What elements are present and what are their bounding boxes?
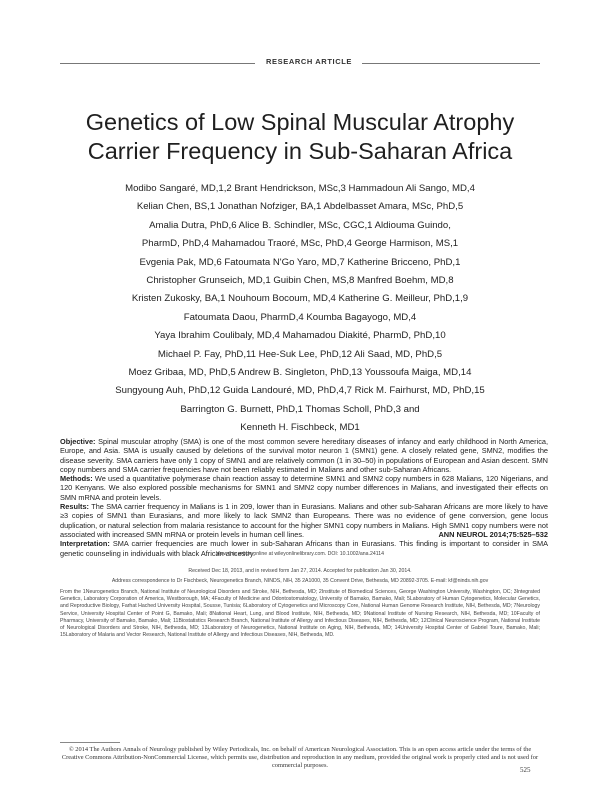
author-line: Michael P. Fay, PhD,11 Hee-Suk Lee, PhD,12 Ali Saad, MD, PhD,5 (157, 348, 443, 360)
objective-label: Objective: (60, 437, 96, 446)
header-rule-right (362, 63, 540, 64)
author-line: Kelian Chen, BS,1 Jonathan Nofziger, BA,1 Abdelbasset Amara, MSc, PhD,5 (136, 201, 464, 213)
interpretation-label: Interpretation: (60, 539, 110, 549)
author-line: Evgenia Pak, MD,6 Fatoumata N'Go Yaro, MD,7 Katherine Bricceno, PhD,1 (139, 256, 461, 268)
title-line-2: Carrier Frequency in Sub-Saharan Africa (87, 138, 513, 164)
header-rule-left (60, 63, 255, 64)
correspondence-address: Address correspondence to Dr Fischbeck, Neurogenetics Branch, NINDS, NIH, 35 2A1000, 35 Convent Drive, Bethesda, MD 20892-3705. E-mail: kf@ninds.nih.gov (111, 578, 489, 584)
author-line: Barrington G. Burnett, PhD,1 Thomas Scholl, PhD,3 and (180, 403, 420, 415)
footer-rule (60, 742, 120, 743)
author-line: Kenneth H. Fischbeck, MD1 (240, 422, 360, 434)
received-dates: Received Dec 18, 2013, and in revised form Jan 27, 2014. Accepted for publication Jan 30, 2014. (188, 568, 412, 574)
author-line: Sungyoung Auh, PhD,12 Guida Landouré, MD, PhD,4,7 Rick M. Fairhurst, MD, PhD,15 (115, 385, 485, 397)
author-line: Kristen Zukosky, BA,1 Nouhoum Bocoum, MD,4 Katherine G. Meilleur, PhD,1,9 (131, 293, 469, 305)
journal-citation: ANN NEUROL 2014;75:525–532 (438, 530, 548, 539)
author-line: Fatoumata Daou, PharmD,4 Koumba Bagayogo, MD,4 (183, 311, 417, 323)
page-number: 525 (520, 766, 531, 774)
methods-label: Methods: (60, 474, 93, 484)
abstract-methods (60, 474, 548, 502)
abstract-objective (60, 437, 548, 474)
title-line-1: Genetics of Low Spinal Muscular Atrophy (85, 109, 515, 135)
article-type-label: RESEARCH ARTICLE (266, 57, 352, 66)
methods-text: We used a quantitative polymerase chain reaction assay to determine SMN1 and SMN2 copy numbers in 628 Malians, 120 Nigerians, and 120 Kenyans. We also explored possible mechanisms for SMN1 and SMN2 copy number differences in Malians, and investigated their effects on SMN mRNA and protein levels. (60, 474, 549, 502)
results-label: Results: (60, 502, 89, 512)
author-line: PharmD, PhD,4 Mahamadou Traoré, MSc, PhD,4 George Harmison, MS,1 (141, 238, 459, 250)
article-type-header (60, 57, 540, 69)
author-line: Amalia Dutra, PhD,6 Alice B. Schindler, MSc, CGC,1 Aldiouma Guindo, (149, 219, 451, 231)
author-line: Modibo Sangaré, MD,1,2 Brant Hendrickson, MSc,3 Hammadoun Ali Sango, MD,4 (125, 183, 475, 194)
author-line: Christopher Grunseich, MD,1 Guibin Chen, MS,8 Manfred Boehm, MD,8 (146, 275, 454, 287)
abstract (60, 437, 548, 558)
author-list (60, 180, 540, 438)
affiliations: From the 1Neurogenetics Branch, National Institute of Neurological Disorders and Stroke, NIH, Bethesda, MD; 2Institute of Biomedical Sciences, George Washington University, Washington, DC; 3Integrated Genetics, Laboratory Corporation of America, Westborough, MA; 4Faculty of Medicine and Odontostomatology, University of Bamako, Bamako, Mali; 5Laboratory of Human Cytogenetics, Molecular Genetics, and Reproductive Biology, Farhat Hached University Hospital, Sousse, Tunisia; 6Laboratory of Cytogenetics and Microscopy Core, National Human Genome Research Institute, NIH, Bethesda, MD; 7Neurology Service, University Hospital Center of Point G, Bamako, Mali; 8National Heart, Lung, and Blood Institute, NIH, Bethesda, MD; 9National Institute of Nursing Research, NIH, Bethesda, MD; 10Faculty of Pharmacy, University of Bamako, Bamako, Mali; 11Biostatistics Research Branch, National Institute of Allergy and Infectious Diseases, NIH, Bethesda, MD; 12Clinical Neuroscience Program, National Institute of Neurological Disorders and Stroke, NIH, Bethesda, MD; 13Laboratory of Neurogenetics, National Institute on Aging, NIH, Bethesda, MD; 14University Hospital Center of Gabriel Toure, Bamako, Mali; 15Laboratory of Malaria and Vector Research, National Institute of Allergy and Infectious Diseases, NIH, Bethesda, MD. (60, 589, 540, 639)
author-line: Moez Gribaa, MD, PhD,5 Andrew B. Singleton, PhD,13 Youssoufa Maiga, MD,14 (128, 367, 472, 379)
article-title (30, 108, 570, 166)
results-text: The SMA carrier frequency in Malians is 1 in 209, lower than in Eurasians. Malians and other sub-Saharan Africans are more likely to have ≥3 copies of SMN1 than Eurasians, and more likely to lack SMN2 than Europeans. There was no evidence of gene conversion, gene locus duplication, or natural selection from malaria resistance to account for the higher SMN1 copy numbers in Malians. High SMN1 copy numbers were not associated with increased SMN mRNA or protein levels in human cell lines. (60, 502, 548, 539)
license-footer: © 2014 The Authors Annals of Neurology published by Wiley Periodicals, Inc. on behalf of American Neurological Association. This is an open access article under the terms of the Creative Commons Attribution-NonCommercial License, which permits use, distribution and reproduction in any medium, provided the original work is properly cited and is not used for commercial purposes. (61, 746, 539, 770)
author-line: Yaya Ibrahim Coulibaly, MD,4 Mahamadou Diakité, PharmD, PhD,10 (154, 330, 446, 342)
objective-text: Spinal muscular atrophy (SMA) is one of the most common severe hereditary diseases of infancy and early childhood in North America, Europe, and Asia. SMA is usually caused by deletions of the survival motor neuron 1 (SMN1) gene. A closely related gene, SMN2, modifies the disease severity. SMA carriers have only 1 copy of SMN1 and are relatively common (1 in 30–50) in populations of European and Asian descent. SMN copy numbers and SMA carrier frequencies have not been reliably estimated in Malians and other sub-Saharan Africans. (60, 437, 548, 474)
interpretation-text: SMA carrier frequencies are much lower in sub-Saharan Africans than in Eurasians. This finding is important to consider in SMA genetic counseling in individuals with black African ancestry. (60, 539, 548, 558)
online-doi-line: View this article online at wileyonlinelibrary.com. DOI: 10.1002/ana.24114 (215, 551, 385, 557)
